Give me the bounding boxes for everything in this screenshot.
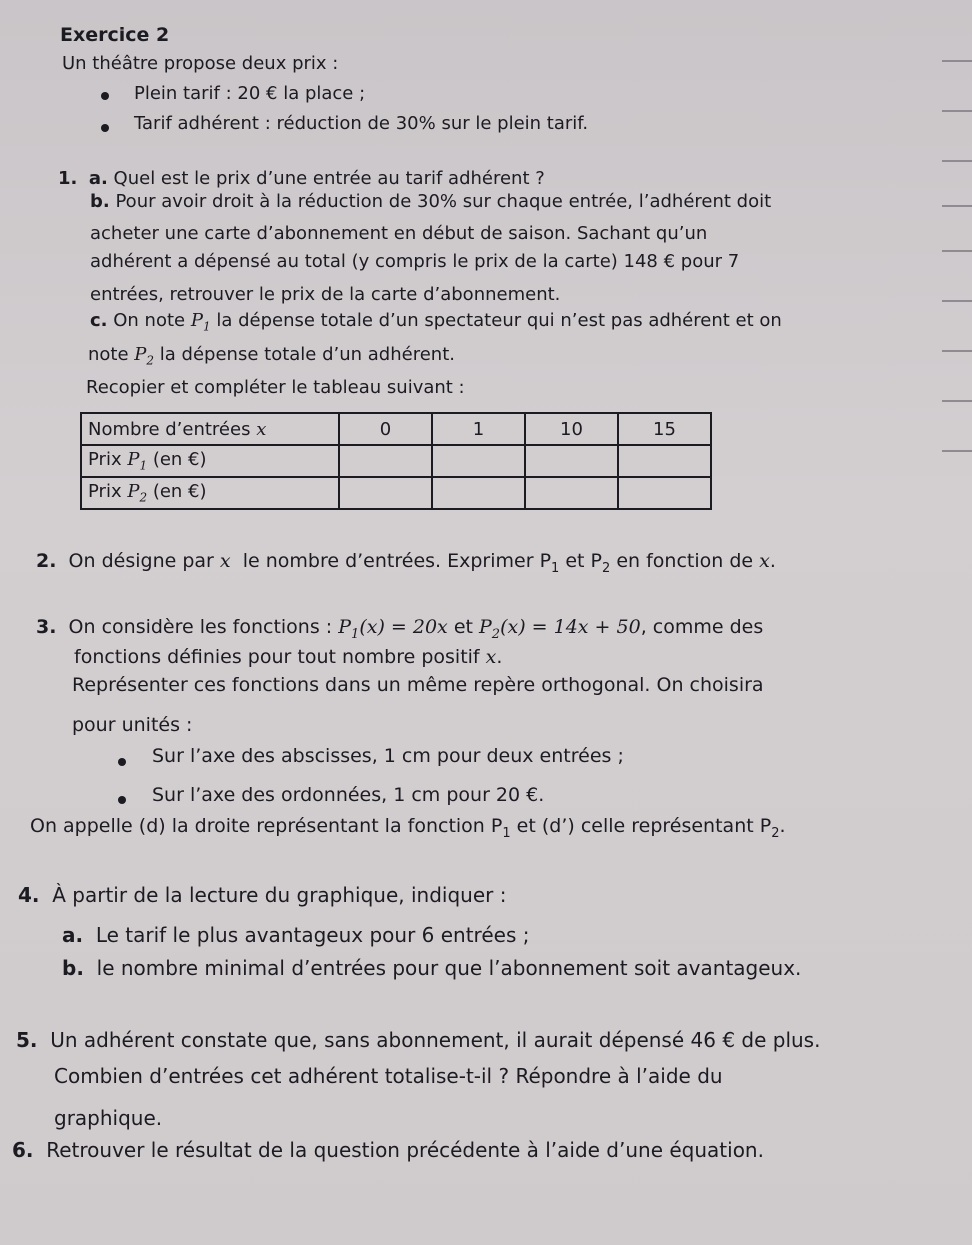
- table-header-cell: Nombre d’entrées x: [81, 413, 339, 445]
- table-cell: [618, 477, 711, 509]
- table-header-cell: 10: [525, 413, 618, 445]
- question-1a: 1. a. Quel est le prix d’une entrée au tarif adhérent ?: [58, 168, 545, 189]
- table-cell: [339, 445, 432, 477]
- table-cell: [339, 477, 432, 509]
- bullet-plein-tarif: Plein tarif : 20 € la place ;: [134, 83, 366, 104]
- intro-text: Un théâtre propose deux prix :: [62, 53, 339, 74]
- question-1c-line2: note $P_2$ la dépense totale d’un adhérent.: [88, 344, 455, 368]
- question-1b-line1: b. Pour avoir droit à la réduction de 30% sur chaque entrée, l’adhérent doit: [90, 191, 772, 212]
- question-3-line2: fonctions définies pour tout nombre positif x.: [74, 646, 503, 668]
- question-6: 6. Retrouver le résultat de la question précédente à l’aide d’une équation.: [12, 1138, 764, 1162]
- bullet-icon: [101, 124, 109, 132]
- bullet-tarif-adherent: Tarif adhérent : réduction de 30% sur le plein tarif.: [134, 113, 589, 134]
- question-1b-line4: entrées, retrouver le prix de la carte d’abonnement.: [90, 284, 561, 305]
- question-3-line4: pour unités :: [72, 714, 193, 736]
- question-1c-line1: c. On note $P_1$ la dépense totale d’un spectateur qui n’est pas adhérent et on: [90, 310, 782, 334]
- exercise-title: Exercice 2: [60, 24, 170, 46]
- table-header-cell: 15: [618, 413, 711, 445]
- question-5-line3: graphique.: [54, 1106, 163, 1130]
- table-row-label: Prix $P_2$ (en €): [81, 477, 339, 509]
- table-cell: [432, 445, 525, 477]
- table-row-label: Prix $P_1$ (en €): [81, 445, 339, 477]
- table-row: [81, 445, 711, 477]
- bullet-ordonnees: Sur l’axe des ordonnées, 1 cm pour 20 €.: [152, 784, 545, 806]
- question-5-line1: 5. Un adhérent constate que, sans abonnement, il aurait dépensé 46 € de plus.: [16, 1028, 821, 1052]
- table-row: [81, 413, 711, 445]
- table-cell: [618, 445, 711, 477]
- question-3-line5: On appelle (d) la droite représentant la fonction $P_1$ et (d’) celle représentant $P_2$.: [30, 815, 786, 841]
- table-cell: [525, 477, 618, 509]
- bullet-icon: [118, 796, 126, 804]
- question-4b: b. le nombre minimal d’entrées pour que l’abonnement soit avantageux.: [62, 956, 802, 980]
- question-3-line3: Représenter ces fonctions dans un même repère orthogonal. On choisira: [72, 674, 764, 696]
- table-header-cell: 1: [432, 413, 525, 445]
- question-2: 2. On désigne par x le nombre d’entrées. Exprimer $P_1$ et $P_2$ en fonction de x.: [36, 550, 776, 576]
- question-5-line2: Combien d’entrées cet adhérent totalise-t-il ? Répondre à l’aide du: [54, 1064, 723, 1088]
- bullet-icon: [118, 758, 126, 766]
- question-3-line1: 3. On considère les fonctions : $P_1(x) = 20x$ et $P_2(x) = 14x + 50$, comme des: [36, 616, 764, 642]
- question-1b-line3: adhérent a dépensé au total (y compris le prix de la carte) 148 € pour 7: [90, 251, 740, 272]
- table-cell: [525, 445, 618, 477]
- table-intro: Recopier et compléter le tableau suivant :: [86, 377, 465, 398]
- question-4: 4. À partir de la lecture du graphique, indiquer :: [18, 883, 507, 907]
- bullet-abscisses: Sur l’axe des abscisses, 1 cm pour deux entrées ;: [152, 745, 624, 767]
- bullet-icon: [101, 92, 109, 100]
- price-table: [80, 412, 712, 510]
- table-cell: [432, 477, 525, 509]
- table-header-cell: 0: [339, 413, 432, 445]
- question-4a: a. Le tarif le plus avantageux pour 6 entrées ;: [62, 923, 530, 947]
- question-1b-line2: acheter une carte d’abonnement en début de saison. Sachant qu’un: [90, 223, 708, 244]
- table-row: [81, 477, 711, 509]
